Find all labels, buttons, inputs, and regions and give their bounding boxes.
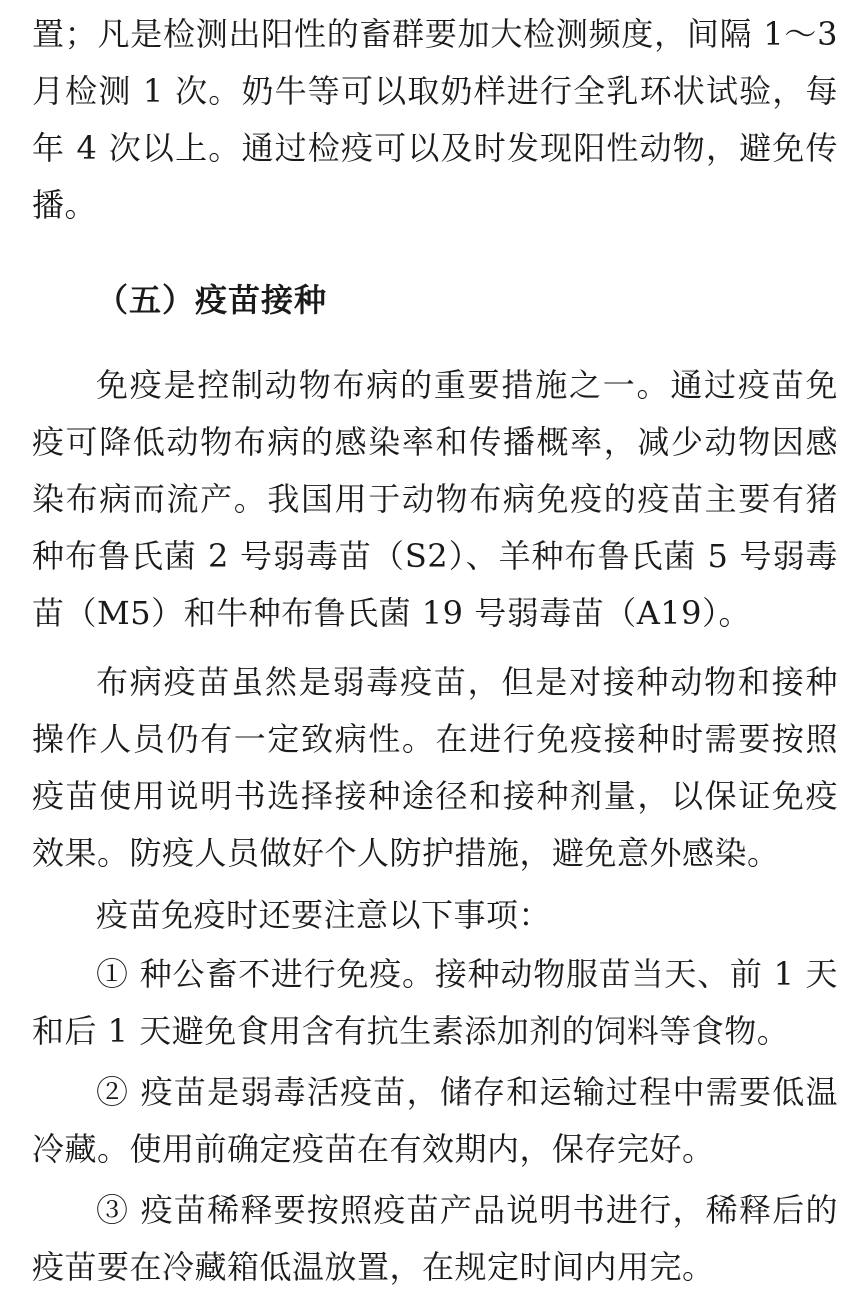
paragraph-quarantine-frequency: 置；凡是检测出阳性的畜群要加大检测频度，间隔 1～3 月检测 1 次。奶牛等可以取奶样进行全乳环状试验，每年 4 次以上。通过检疫可以及时发现阳性动物，避免传播。	[32, 15, 838, 224]
paragraph-precautions-intro: 疫苗免疫时还要注意以下事项：	[96, 896, 552, 934]
paragraph-vaccine-types: 免疫是控制动物布病的重要措施之一。通过疫苗免疫可降低动物布病的感染率和传播概率，减少动物因感染布病而流产。我国用于动物布病免疫的疫苗主要有猪种布鲁氏菌 2 号弱毒苗（S2）、羊种布鲁氏菌 5 号弱毒苗（M5）和牛种布鲁氏菌 19 号弱毒苗（A19）。	[32, 366, 838, 632]
paragraph-vaccine-safety: 布病疫苗虽然是弱毒疫苗，但是对接种动物和接种操作人员仍有一定致病性。在进行免疫接种时需要按照疫苗使用说明书选择接种途径和接种剂量，以保证免疫效果。防疫人员做好个人防护措施，避免意外感染。	[32, 663, 838, 872]
section-heading-vaccination: （五）疫苗接种	[96, 281, 328, 319]
list-item-precaution-3: ③ 疫苗稀释要按照疫苗产品说明书进行，稀释后的疫苗要在冷藏箱低温放置，在规定时间内用完。	[32, 1191, 838, 1286]
list-item-precaution-1: ① 种公畜不进行免疫。接种动物服苗当天、前 1 天和后 1 天避免食用含有抗生素添加剂的饲料等食物。	[32, 955, 838, 1050]
list-item-precaution-2: ② 疫苗是弱毒活疫苗，储存和运输过程中需要低温冷藏。使用前确定疫苗在有效期内，保存完好。	[32, 1073, 838, 1168]
